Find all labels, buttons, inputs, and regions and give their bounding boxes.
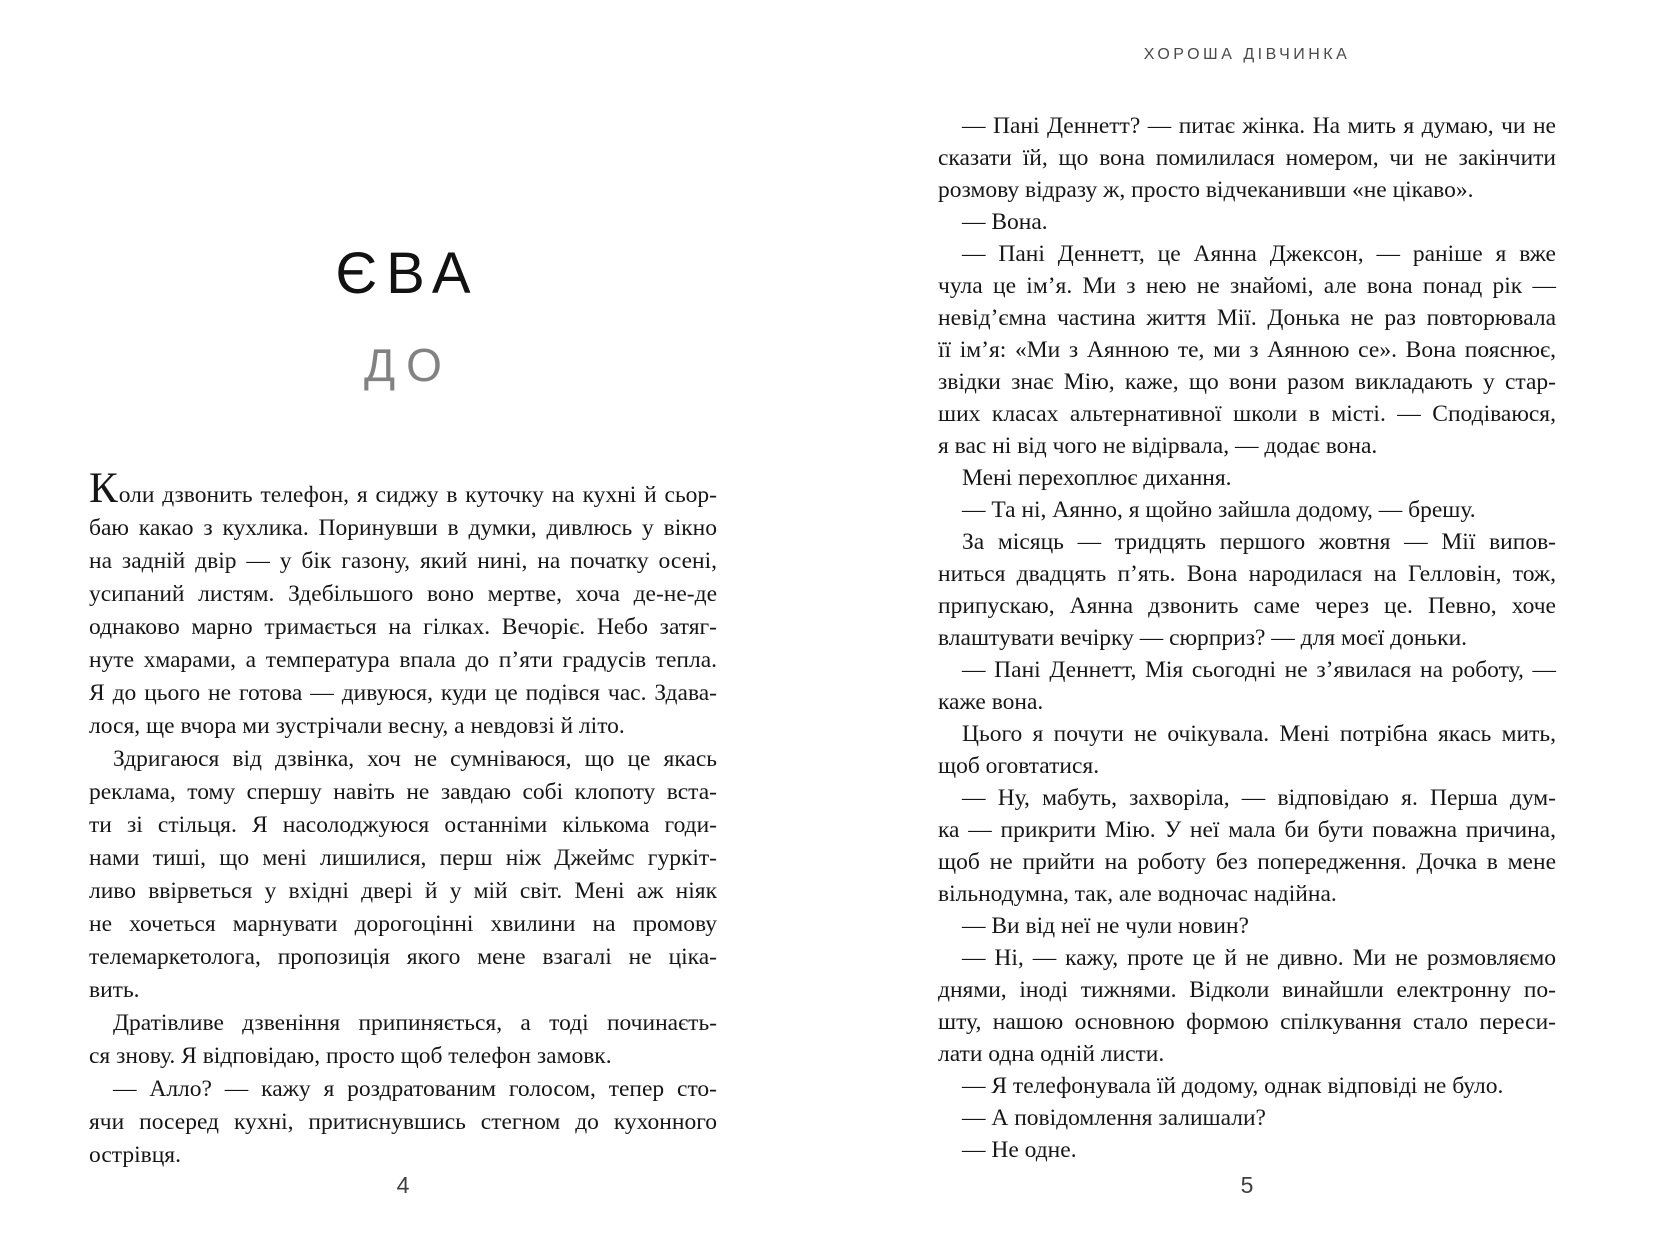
- text-line: ливо ввірветься у вхідні двері й у мій світ. Мені аж ніяк: [89, 878, 717, 904]
- text-line: влаштувати вечірку — сюрприз? — для моєї доньки.: [938, 625, 1468, 651]
- text-line: невід’ємна частина життя Мії. Донька не раз повторювала: [938, 305, 1556, 331]
- text-line: Коли дзвонить телефон, я сиджу в куточку на кухні й сьор-: [89, 465, 717, 512]
- text-line: — Пані Деннетт, це Аянна Джексон, — раніше я вже: [962, 241, 1556, 267]
- text-line: — Вона.: [962, 209, 1048, 235]
- text-line: — Пані Деннетт, Мія сьогодні не з’явилася на роботу, —: [962, 657, 1556, 683]
- text-line: однаково марно тримається на гілках. Вечоріє. Небо затяг-: [89, 614, 717, 640]
- text-line: лося, ще вчора ми зустрічали весну, а невдовзі й літо.: [89, 713, 625, 739]
- text-line: — Та ні, Аянно, я щойно зайшла додому, — брешу.: [962, 497, 1476, 523]
- text-line: ниться двадцять п’ять. Вона народилася на Гелловін, тож,: [938, 561, 1556, 587]
- text-line: Дратівливе дзвеніння припиняється, а тоді починаєть-: [113, 1010, 717, 1036]
- text-line: нуте хмарами, а температура впала до п’яти градусів тепла.: [89, 647, 717, 673]
- text-line: — А повідомлення залишали?: [962, 1105, 1266, 1131]
- text-line: Я до цього не готова — дивуюся, куди це подівся час. Здава-: [89, 680, 717, 706]
- text-line: вить.: [89, 977, 140, 1003]
- text-line: баю какао з кухлика. Поринувши в думки, дивлюсь у вікно: [89, 515, 717, 541]
- text-line: усипаний листям. Здебільшого воно мертве, хоча де-не-де: [89, 581, 717, 607]
- text-line: звідки знає Мію, каже, що вони разом викладають у стар-: [938, 369, 1556, 395]
- text-line: я вас ні від чого не відірвала, — додає вона.: [938, 433, 1378, 459]
- text-line: телемаркетолога, пропозиція якого мене взагалі не ціка-: [89, 944, 717, 970]
- text-line: ших класах альтернативної школи в місті. — Сподіваюся,: [938, 401, 1556, 427]
- text-line: — Не одне.: [962, 1137, 1077, 1163]
- text-line: її ім’я: «Ми з Аянною те, ми з Аянною се». Вона пояснює,: [938, 337, 1556, 363]
- page-number-left: 4: [396, 1172, 410, 1198]
- text-line: острівця.: [89, 1142, 181, 1168]
- text-line: — Ні, — кажу, проте це й не дивно. Ми не розмовляємо: [962, 945, 1556, 971]
- text-line: Здригаюся від дзвінка, хоч не сумніваюся, що це якась: [113, 746, 717, 772]
- text-line: шту, нашою основною формою спілкування стало переси-: [938, 1009, 1556, 1035]
- text-line: реклама, тому спершу навіть не завдаю собі клопоту вста-: [89, 779, 717, 805]
- chapter-title: ЄВА: [335, 241, 480, 306]
- page-number-right: 5: [1240, 1172, 1254, 1198]
- chapter-subtitle: ДО: [364, 339, 453, 391]
- body-text-right: [938, 110, 1556, 1166]
- text-line: За місяць — тридцять першого жовтня — Мії випов-: [962, 529, 1556, 555]
- text-line: на задній двір — у бік газону, який нині, на початку осені,: [89, 548, 717, 574]
- page-right: [827, 0, 1654, 1240]
- text-line: — Ви від неї не чули новин?: [962, 913, 1249, 939]
- text-line: ка — прикрити Мію. У неї мала би бути поважна причина,: [938, 817, 1556, 843]
- text-line: Цього я почути не очікувала. Мені потрібна якась мить,: [962, 721, 1556, 747]
- text-line: вільнодумна, так, але водночас надійна.: [938, 881, 1337, 907]
- text-line: ячи посеред кухні, притиснувшись стегном до кухонного: [89, 1109, 717, 1135]
- running-head: ХОРОША ДІВЧИНКА: [1143, 46, 1351, 63]
- text-line: щоб оговтатися.: [938, 753, 1100, 779]
- text-line: — Я телефонувала їй додому, однак відповіді не було.: [962, 1073, 1504, 1099]
- text-line: — Ну, мабуть, захворіла, — відповідаю я. Перша дум-: [962, 785, 1556, 811]
- text-line: каже вона.: [938, 689, 1044, 715]
- text-line: лати одна одній листи.: [938, 1041, 1165, 1067]
- text-line: припускаю, Аянна дзвонить саме через це. Певно, хоче: [938, 593, 1556, 619]
- text-line: нами тиші, що мені лишилися, перш ніж Джеймс гуркіт-: [89, 845, 717, 871]
- text-line: ся знову. Я відповідаю, просто щоб телефон замовк.: [89, 1043, 612, 1069]
- body-text-left: [89, 465, 717, 1172]
- text-line: ти зі стільця. Я насолоджуюся останніми кількома годи-: [89, 812, 717, 838]
- text-line: сказати їй, що вона помилилася номером, чи не закінчити: [938, 145, 1556, 171]
- text-line: щоб не прийти на роботу без попередження. Дочка в мене: [938, 849, 1556, 875]
- text-line: не хочеться марнувати дорогоцінні хвилини на промову: [89, 911, 717, 937]
- text-line: — Пані Деннетт? — питає жінка. На мить я думаю, чи не: [962, 113, 1556, 139]
- text-line: — Алло? — кажу я роздратованим голосом, тепер сто-: [113, 1076, 717, 1102]
- text-line: днями, іноді тижнями. Відколи винайшли електронну по-: [938, 977, 1556, 1003]
- text-line: чула це ім’я. Ми з нею не знайомі, але вона понад рік —: [938, 273, 1556, 299]
- drop-cap: К: [89, 465, 119, 512]
- text-line: Мені перехоплює дихання.: [962, 465, 1232, 491]
- text-line: розмову відразу ж, просто відчеканивши «не цікаво».: [938, 177, 1474, 203]
